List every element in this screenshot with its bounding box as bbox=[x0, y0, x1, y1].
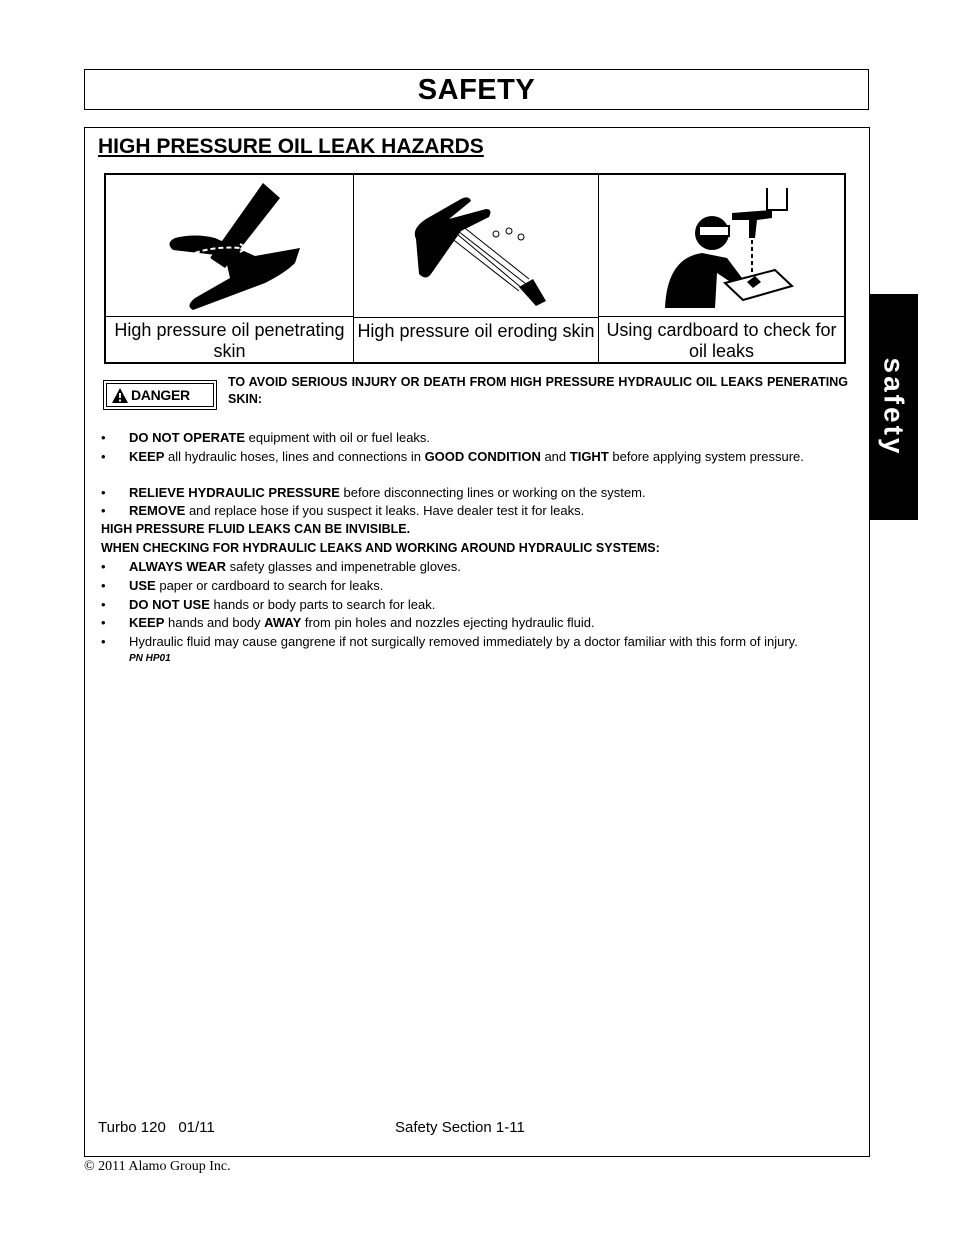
section-heading: HIGH PRESSURE OIL LEAK HAZARDS bbox=[98, 135, 484, 158]
hand-spray-icon bbox=[401, 179, 551, 314]
hazard-caption: Using cardboard to check for oil leaks bbox=[606, 320, 837, 361]
note-invisible-leaks: HIGH PRESSURE FLUID LEAKS CAN BE INVISIBLE. bbox=[101, 522, 411, 536]
hazard-cell-eroding bbox=[354, 175, 599, 362]
copyright: © 2011 Alamo Group Inc. bbox=[84, 1159, 231, 1174]
danger-label: DANGER bbox=[131, 387, 190, 403]
cardboard-check-icon bbox=[647, 178, 797, 313]
page-title: SAFETY bbox=[417, 74, 536, 106]
hazard-cell-cardboard bbox=[599, 175, 844, 362]
note-checking-leaks: WHEN CHECKING FOR HYDRAULIC LEAKS AND WORKING AROUND HYDRAULIC SYSTEMS: bbox=[101, 541, 660, 555]
footer-section: Safety Section 1-11 bbox=[395, 1119, 525, 1136]
side-section-tab bbox=[869, 294, 918, 520]
part-number: PN HP01 bbox=[129, 653, 171, 664]
hazard-caption: High pressure oil eroding skin bbox=[357, 321, 595, 341]
footer-model: Turbo 120 01/11 bbox=[98, 1119, 215, 1136]
hazard-caption: High pressure oil penetrating skin bbox=[114, 320, 345, 361]
hand-penetration-icon bbox=[155, 178, 305, 313]
hazard-illustration-table bbox=[104, 173, 846, 364]
danger-badge bbox=[103, 380, 217, 410]
side-tab-label: safety bbox=[878, 357, 910, 457]
warning-triangle-icon bbox=[111, 387, 129, 404]
danger-statement: TO AVOID SERIOUS INJURY OR DEATH FROM HIGH PRESSURE HYDRAULIC OIL LEAKS PENERATING SKIN: bbox=[228, 375, 848, 406]
hazard-cell-penetration bbox=[106, 175, 354, 362]
page-title-box bbox=[84, 69, 869, 110]
